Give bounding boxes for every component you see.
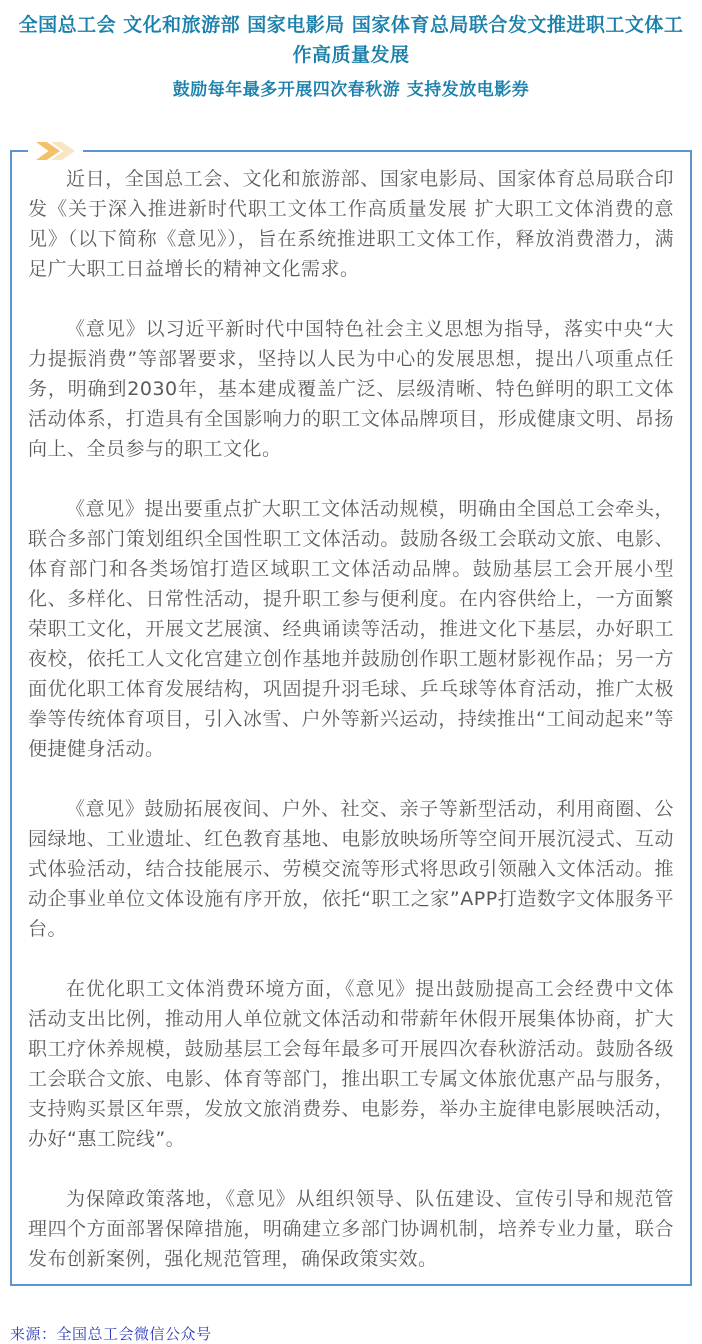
source-text: 来源：全国总工会微信公众号 (10, 1325, 212, 1343)
article-paragraph: 在优化职工文体消费环境方面，《意见》提出鼓励提高工会经费中文体活动支出比例，推动用人单位就文体活动和带薪年休假开展集体协商，扩大职工疗休养规模，鼓励基层工会每年最多可开展四次春秋游活动。鼓励各级工会联合文旅、电影、体育等部门，推出职工专属文体旅优惠产品与服务，支持购买景区年票，发放文旅消费券、电影券，举办主旋律电影展映活动，办好“惠工院线”。 (28, 978, 674, 1150)
article-paragraph: 《意见》鼓励拓展夜间、户外、社交、亲子等新型活动，利用商圈、公园绿地、工业遗址、红色教育基地、电影放映场所等空间开展沉浸式、互动式体验活动，结合技能展示、劳模交流等形式将思政引领融入文体活动。推动企事业单位文体设施有序开放，依托“职工之家”APP打造数字文体服务平台。 (28, 798, 674, 940)
article-paragraph: 《意见》以习近平新时代中国特色社会主义思想为指导，落实中央“大力提振消费”等部署要求，坚持以人民为中心的发展思想，提出八项重点任务，明确到2030年，基本建成覆盖广泛、层级清晰、特色鲜明的职工文体活动体系，打造具有全国影响力的职工文体品牌项目，形成健康文明、昂扬向上、全员参与的职工文化。 (28, 318, 674, 460)
article-paragraph: 近日，全国总工会、文化和旅游部、国家电影局、国家体育总局联合印发《关于深入推进新时代职工文体工作高质量发展 扩大职工文体消费的意见》（以下简称《意见》），旨在系统推进职工文体工作，释放消费潜力，满足广大职工日益增长的精神文化需求。 (28, 168, 674, 280)
double-chevron-right-icon (28, 141, 83, 161)
article-paragraph: 《意见》提出要重点扩大职工文体活动规模，明确由全国总工会牵头，联合多部门策划组织全国性职工文体活动。鼓励各级工会联动文旅、电影、体育部门和各类场馆打造区域职工文体活动品牌。鼓励基层工会开展小型化、多样化、日常性活动，提升职工参与便利度。在内容供给上，一方面繁荣职工文化，开展文艺展演、经典诵读等活动，推进文化下基层，办好职工夜校，依托工人文化宫建立创作基地并鼓励创作职工题材影视作品；另一方面优化职工体育发展结构，巩固提升羽毛球、乒乓球等体育活动，推广太极拳等传统体育项目，引入冰雪、户外等新兴运动，持续推出“工间动起来”等便捷健身活动。 (28, 498, 674, 760)
page-title: 全国总工会 文化和旅游部 国家电影局 国家体育总局联合发文推进职工文体工作高质量发展 (18, 14, 684, 66)
article-body (28, 164, 674, 1274)
article-header (0, 0, 702, 102)
article-paragraph: 为保障政策落地，《意见》从组织领导、队伍建设、宣传引导和规范管理四个方面部署保障措施，明确建立多部门协调机制，培养专业力量，联合发布创新案例，强化规范管理，确保政策实效。 (28, 1188, 674, 1270)
article-content-box (10, 150, 692, 1286)
page-subtitle: 鼓励每年最多开展四次春秋游 支持发放电影券 (172, 80, 530, 100)
